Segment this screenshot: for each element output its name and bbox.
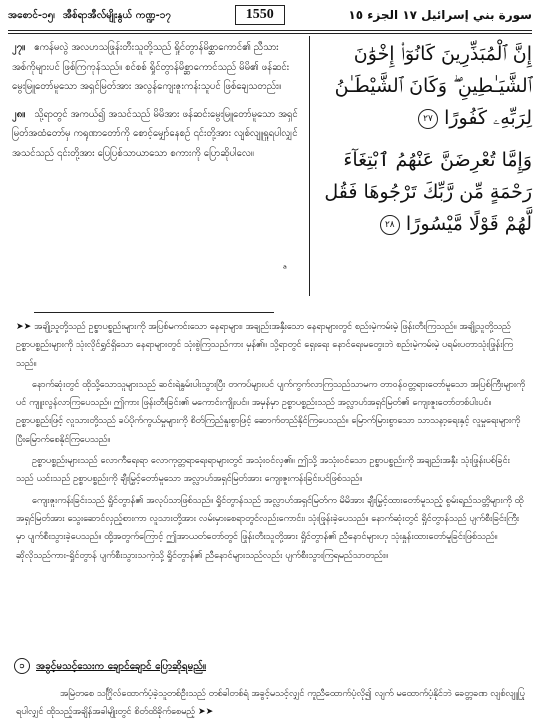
arabic-column <box>318 38 532 250</box>
ayah-number-mark: ٢٨ <box>380 215 400 235</box>
commentary-paragraph: ➤➤ အချို့သူတို့သည် ဥစ္စာပစ္စည်းများကို အပြစ်မကင်းသော နေရာများ၊ အချည်းအနှီးသော နေရာများတွင် စည်းမဲ့ကမ်းမဲ့ ဖြန်းတီးကြသည်။ အချို့သူတို့သည် ဥစ္စာပစ္စည်းများကို သုံးလိုင်ရွှင်ရှိသော နေရာများတွင် သုံးစွဲကြသည်ကား မှန်၏။ သို့ရာတွင် ရှေးရေး နောင်ရေးမတွေးဘဲ စည်းမဲ့ကမ်းမဲ့ ပရမ်းပတာသုံးဖြုန်းကြသည်။ <box>16 322 513 369</box>
arabic-verse-text: وَإِمَّا تُعْرِضَنَّ عَنْهُمُ ٱبْتِغَآءَ رَحْمَةٍ مِّن رَّبِّكَ تَرْجُوهَا فَقُل لَّهُمْ قَوْلًا مَّيْسُورًا <box>324 149 532 235</box>
header-part: အစောင်-၁၅၊ <box>8 9 55 21</box>
page-number: 1550 <box>235 5 285 25</box>
verse-translation <box>12 105 302 164</box>
commentary-paragraph: ကျေးဇူးကန်းခြင်းသည် ရှိုင်တွာန်၏ အလုပ်သာဖြစ်သည်။ ရှိုင်တွာန်သည် အလ္လာဟ်အရှင်မြတ်က မိမိအား ချီးမြှင့်ထားတော်မူသည့် စွမ်းရည်သတ္တိများကို ထိုအရှင်မြတ်အား သွေးဆောင်လှည့်စားကာ လူသားတို့အား လမ်းမှားစေရာတွင်လည်းကောင်း၊ သုံးဖြုန်းခဲ့ပေသည်။ နောက်ဆုံးတွင် ရှိုင်တွာန်သည် ပျက်စီးခြင်းကြီးမှာ ပျက်စီးသွားခဲ့ပေသည်။ ထို့အတွက်ကြောင့် ဤအာယတ်တော်တွင် ဖြုန်းတီးသူတို့အား ရှိုင်တွာန်၏ ညီနောင်များဟု သုံးနှုန်းထားတော်မူခြင်းဖြစ်သည်။ ဆိုလိုသည်ကား-ရှိုင်တွာန် ပျက်စီးသွားသကဲ့သို့ ရှိုင်တွာန်၏ ညီနောင်များသည်လည်း ပျက်စီးသွားကြရမည်သာတည်း။ <box>16 495 524 561</box>
commentary <box>16 318 526 568</box>
translation-column <box>12 38 302 171</box>
ayah-number-mark: ٢٧ <box>418 109 438 129</box>
verse-number: ၂၈။ <box>12 108 26 120</box>
section-title: အခွင့်မသင့်သေးက ချောင်ချောင် ပြောဆိုရမည်။ <box>36 660 207 672</box>
header-rule-thin <box>8 33 532 34</box>
arabic-verse-text: إِنَّ ٱلْمُبَذِّرِينَ كَانُوٓا۟ إِخْوَٰنَ ٱلشَّيَـٰطِينِ ۖ وَكَانَ ٱلشَّيْطَـٰنُ لِرَبِّهِۦ كَفُورًا <box>334 43 532 129</box>
arabic-verse <box>318 144 532 240</box>
footnote-marker: ᵃ <box>283 264 287 275</box>
page-header <box>8 2 532 28</box>
commentary-paragraph: ဥစ္စာပစ္စည်းများသည် လောကီရေးရာ လောကုတ္တရာရေးရာများတွင် အသုံးဝင်လှ၏။ ဤသို့ အသုံးဝင်သော ဥစ္စာပစ္စည်းကို အချည်းအနှီး သုံးဖြုန်းပစ်ခြင်းသည် ယင်းသည် ဥစ္စာပစ္စည်းကို ချီးမြှင့်တော်မူသော အလ္လာဟ်အရှင်မြတ်အား ကျေးဇူးကန်းခြင်းပင်ဖြစ်သည်။ <box>16 456 510 485</box>
verse-number: ၂၇။ <box>12 42 26 53</box>
footnote-rule <box>34 312 274 313</box>
section-heading <box>14 658 206 674</box>
header-left <box>8 8 171 23</box>
header-rule <box>8 30 532 31</box>
section-number: ၁ <box>14 658 30 674</box>
header-arabic-title: سورة بني إسرائيل ١٧ الجزء ١٥ <box>348 8 532 22</box>
header-chapter: အီစ်ရာအီလ်မျိုးနွယ် ကဏ္ဍ-၁၇ <box>62 9 171 21</box>
verse-translation <box>12 38 302 97</box>
arabic-verse <box>318 38 532 134</box>
verse-text: ဧကန်မလွဲ အလဟသဖြုန်းတီးသူတို့သည် ရှိုင်တွာန်မိစ္ဆာကောင်၏ ညီသားအစ်ကိုများပင် ဖြစ်ကြကုန်သည်။ စင်စစ် ရှိုင်တွာန်မိစ္ဆာကောင်သည် မိမိ၏ ဖန်ဆင်းမွေးမြူတော်မူသော အရှင်မြတ်အား အလွန်ကျေးဇူးကန်းသူပင် ဖြစ်ချေသတည်း။ <box>12 42 290 92</box>
section-paragraph: အမြဲတစေ သင်္ဂြိုလ်ထောက်ပံ့ခဲ့သူတစ်ဦးသည် တစ်ခါတစ်ရံ အခွင့်မသင့်လျှင် ကူညီထောက်ပံ့လို၍ လျက် မထောက်ပံ့နိုင်ဘဲ ခေတ္တခဏ လျစ်လျူပြုရပါလျှင် ထိုသည့်အချိန်အခါမျိုးတွင် စိတ်ထိခိုက်စေမည့် ➤➤ <box>16 689 525 718</box>
verse-text: သို့ရာတွင် အကယ်၍ အသင်သည် မိမိအား ဖန်ဆင်းမွေးမြူတော်မူသော အရှင်မြတ်အထံတော်မှ ကရုဏာတော်ကို စောင့်မျှော်နေစဉ် ၎င်းတို့အား လျစ်လျူရှုရပါလျှင် အသင်သည် ၎င်းတို့အား ပြေပြစ်သာယာသော စကားကို ပြောဆိုပါလေ။ <box>12 108 298 159</box>
commentary-paragraph: နောက်ဆုံးတွင် ထိုသို့သောသူများသည် ဆင်းရဲနွမ်းပါးသွားပြီး တကပ်များပင် ပျက်ကွက်လာကြသည်သာမက တာဝန်ဝတ္တရားတော်မူသော အပြစ်ကြီးများကိုပင် ကျူးလွန်လာကြပေသည်။ ဤကား ဖြန်းတီးခြင်း၏ မကောင်းကျိုးပင်။ အမှန်မှာ ဥစ္စာပစ္စည်းသည် အလ္လာဟ်အရှင်မြတ်၏ ကျေးဇူးတော်တစ်ပါးပင်။ ဥစ္စာပစ္စည်းဖြင့် လူသားတို့သည် ခပ်ပိုက်ကွယ်မှုများကို စိတ်ကြည်နူးစွာဖြင့် ဆောက်တည်နိုင်ကြပေသည်။ မြောက်မြားစွာသော သာသနာ့ရေးနှင့် လူမှုရေးများကို ပြီးမြောက်စေနိုင်ကြပေသည်။ <box>16 379 525 445</box>
column-divider <box>309 36 310 296</box>
